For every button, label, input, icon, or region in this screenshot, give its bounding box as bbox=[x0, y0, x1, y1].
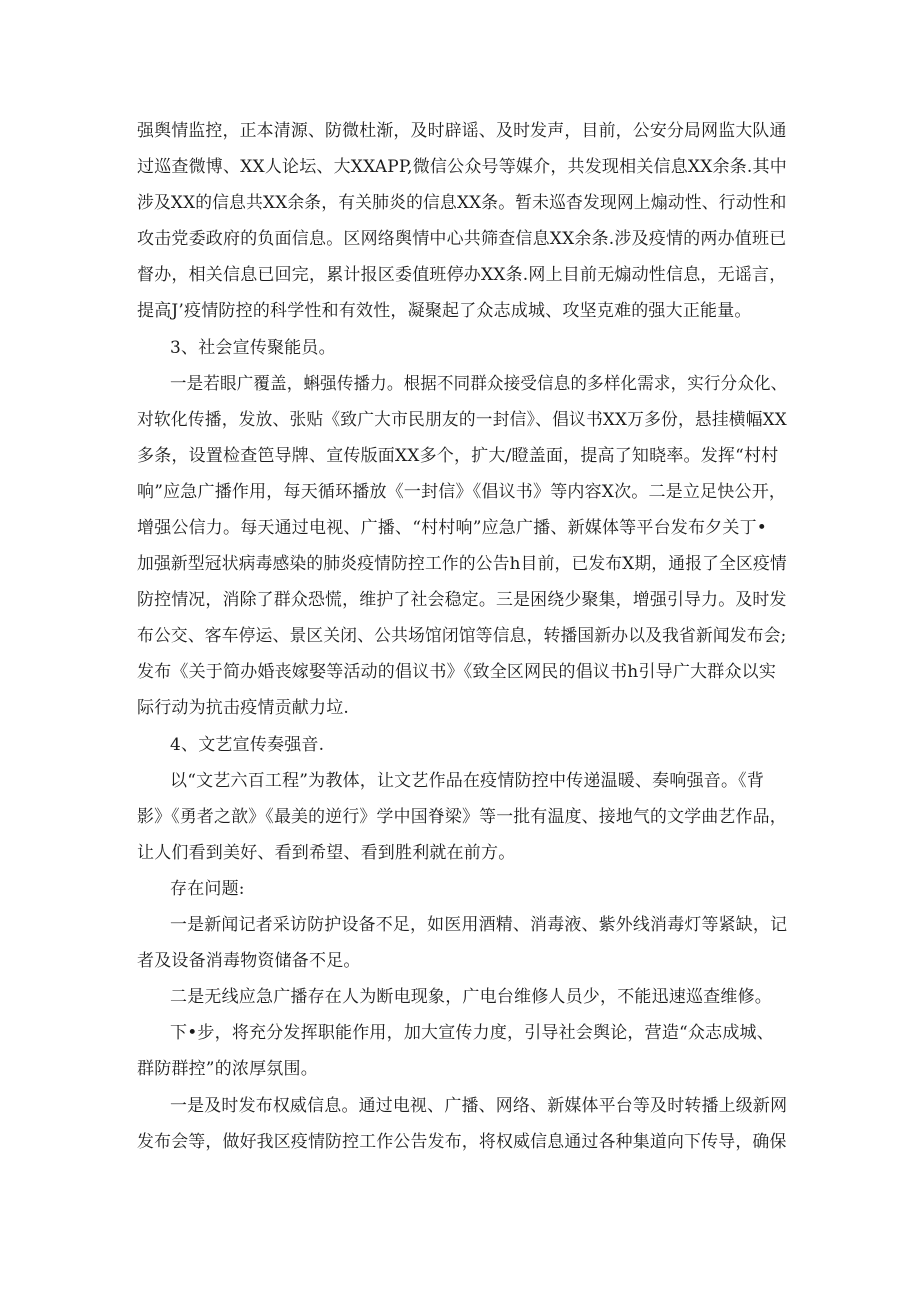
text-line: 提高J’疫情防控的科学性和有效性，凝聚起了众志成城、攻坚克难的强大正能量。 bbox=[137, 301, 752, 321]
section-heading: 4、文艺宣传奏强音. bbox=[170, 735, 325, 755]
text-line: 者及设备消毒物资储备不足。 bbox=[137, 951, 361, 971]
text-line: 一是若眼广覆盖，蝌强传播力。根据不同群众接受信息的多样化需求，实行分众化、 bbox=[170, 374, 788, 394]
section-heading: 存在问题: bbox=[170, 879, 245, 899]
text-line: 下•步，将充分发挥职能作用，加大宣传力度，引导社会舆论，营造“众志成城、 bbox=[170, 1023, 774, 1043]
text-line: 过巡查微博、XX人论坛、大XXAPP,微信公众号等媒介，共发现相关信息XX余条.其中 bbox=[137, 157, 787, 177]
text-line: 督办，相关信息已回完，累计报区委值班停办XX条.网上目前无煽动性信息，无谣言， bbox=[137, 265, 787, 285]
text-line: 发布《关于简办婚丧嫁娶等活动的倡议书》《致全区网民的倡议书h引导广大群众以实 bbox=[137, 662, 777, 682]
text-line: 响”应急广播作用，每天循环播放《一封信》《倡议书》等内容X次。二是立足快公开， bbox=[137, 482, 787, 502]
text-line: 群防群控”的浓厚氛围。 bbox=[137, 1059, 318, 1079]
text-line: 加强新型冠状病毒感染的肺炎疫情防控工作的公告h目前，已发布X期，通报了全区疫情 bbox=[137, 554, 787, 574]
text-line: 影》《勇者之歆》《最美的逆行》学中国脊梁》等一批有温度、接地气的文学曲艺作品， bbox=[137, 807, 787, 827]
text-line: 涉及XX的信息共XX余条，有关肺炎的信息XX条。暂未巡杳发现网上煽动性、行动性和 bbox=[137, 193, 787, 213]
text-line: 一是及时发布权威信息。通过电视、广播、网络、新媒体平台等及时转播上级新网 bbox=[170, 1096, 788, 1116]
text-line: 增强公信力。每天通过电视、广播、“村村响”应急广播、新媒体等平台发布夕关丁• bbox=[137, 518, 768, 538]
text-line: 布公交、客车停运、景区关闭、公共场馆闭馆等信息，转播国新办以及我省新闻发布会; bbox=[137, 626, 787, 646]
text-line: 强舆情监控，正本清源、防微杜渐，及时辟谣、及时发声，目前，公安分局网监大队通 bbox=[137, 121, 787, 141]
section-heading: 3、社会宣传聚能员。 bbox=[170, 338, 336, 358]
text-line: 让人们看到美好、看到希望、看到胜利就在前方。 bbox=[137, 843, 516, 863]
text-line: 防控情况，消除了群众恐慌，维护了社会稳定。三是困绕少聚集，增强引导力。及时发 bbox=[137, 590, 787, 610]
text-line: 以“文艺六百工程”为教体，让文艺作品在疫情防控中传递温暖、奏响强音。《背 bbox=[170, 771, 765, 791]
text-line: 对软化传播，发放、张贴《致广大市民朋友的一封信》、倡议书XX万多份，悬挂横幅XX bbox=[137, 410, 787, 430]
text-line: 际行动为抗击疫情贡献力垃. bbox=[137, 698, 350, 718]
text-line: 一是新闻记者采访防护设备不足，如医用酒精、消毒液、紫外线消毒灯等紧缺，记 bbox=[170, 915, 788, 935]
text-line: 攻击党委政府的负面信息。区网络舆情中心共筛查信息XX余条.涉及疫情的两办值班已 bbox=[137, 229, 787, 249]
text-line: 多条，设置检查笆导牌、宣传版面XX多个，扩大/瞪盖面，提高了知晓率。发挥“村村 bbox=[137, 446, 779, 466]
text-line: 发布会等，做好我区疫情防控工作公告发布，将权威信息通过各种集道向下传导，确保 bbox=[137, 1132, 787, 1152]
text-line: 二是无线应急广播存在人为断电现象，广电台维修人员少，不能迅速巡查维修。 bbox=[170, 987, 772, 1007]
